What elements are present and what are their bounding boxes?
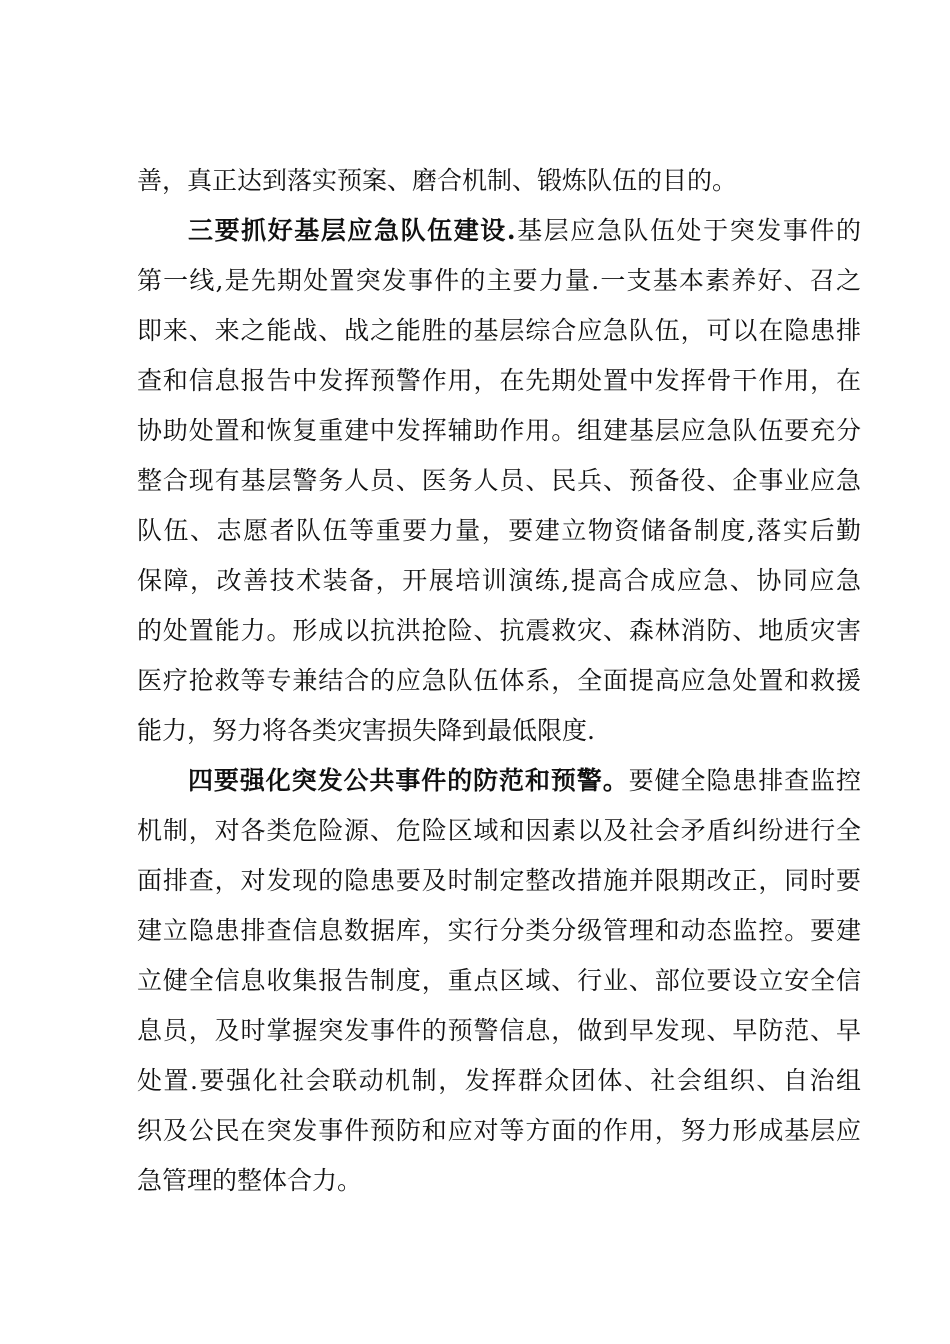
section4-line: 建立隐患排查信息数据库，实行分类分级管理和动态监控。要建 xyxy=(137,916,861,945)
section4-line: 息员，及时掌握突发事件的预警信息，做到早发现、早防范、早 xyxy=(137,1016,861,1045)
section3-line: 整合现有基层警务人员、医务人员、民兵、预备役、企事业应急 xyxy=(137,466,861,495)
section3-line: 保障，改善技术装备，开展培训演练,提高合成应急、协同应急 xyxy=(137,566,861,595)
paragraph-continuation-line: 善，真正达到落实预案、磨合机制、锻炼队伍的目的。 xyxy=(137,166,738,195)
section3-line: 队伍、志愿者队伍等重要力量，要建立物资储备制度,落实后勤 xyxy=(137,516,861,545)
section3-line: 医疗抢救等专兼结合的应急队伍体系，全面提高应急处置和救援 xyxy=(137,666,861,695)
section4-line: 机制，对各类危险源、危险区域和因素以及社会矛盾纠纷进行全 xyxy=(137,816,861,845)
section4-line: 处置.要强化社会联动机制，发挥群众团体、社会组织、自治组 xyxy=(137,1066,861,1095)
section4-line: 立健全信息收集报告制度，重点区域、行业、部位要设立安全信 xyxy=(137,966,861,995)
section3-line: 协助处置和恢复重建中发挥辅助作用。组建基层应急队伍要充分 xyxy=(137,416,861,445)
section4-line: 面排查，对发现的隐患要及时制定整改措施并限期改正，同时要 xyxy=(137,866,861,895)
section3-line: 第一线,是先期处置突发事件的主要力量.一支基本素养好、召之 xyxy=(137,266,861,295)
section3-line: 能力，努力将各类灾害损失降到最低限度. xyxy=(137,716,595,745)
section4-heading: 四要强化突发公共事件的防范和预警。 xyxy=(188,766,629,795)
section3-first-line xyxy=(188,216,861,246)
section4-first-line xyxy=(188,766,861,796)
section3-heading: 三要抓好基层应急队伍建设. xyxy=(188,216,516,245)
section3-line: 查和信息报告中发挥预警作用，在先期处置中发挥骨干作用，在 xyxy=(137,366,861,395)
section3-line: 的处置能力。形成以抗洪抢险、抗震救灾、森林消防、地质灾害 xyxy=(137,616,861,645)
section4-first-line-text: 要健全隐患排查监控 xyxy=(628,766,861,795)
section4-line: 急管理的整体合力。 xyxy=(137,1166,363,1195)
section3-line: 即来、来之能战、战之能胜的基层综合应急队伍，可以在隐患排 xyxy=(137,316,861,345)
section3-first-line-text: 基层应急队伍处于突发事件的 xyxy=(515,216,861,245)
section4-line: 织及公民在突发事件预防和应对等方面的作用，努力形成基层应 xyxy=(137,1116,861,1145)
